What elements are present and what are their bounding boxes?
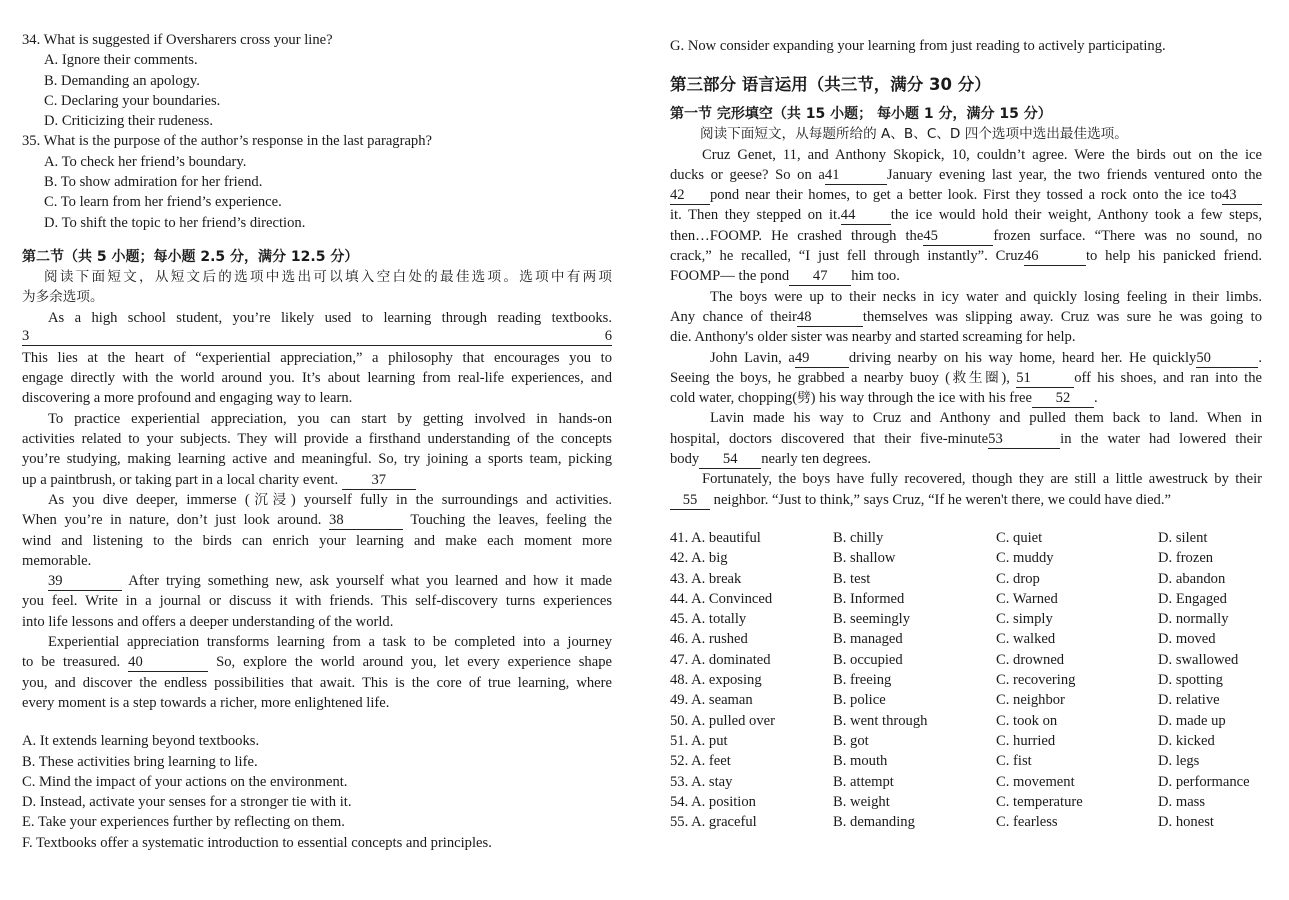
- option-row: [670, 731, 1262, 751]
- option-a: 41. A. beautiful: [670, 529, 761, 546]
- blank-52[interactable]: 52: [1032, 390, 1094, 408]
- option-c: C. neighbor: [996, 692, 1065, 709]
- option-a: 53. A. stay: [670, 773, 733, 790]
- option-b: B. seemingly: [833, 611, 911, 628]
- option-a: 43. A. break: [670, 570, 742, 587]
- blank-45[interactable]: 45: [923, 228, 993, 246]
- option-a: 46. A. rushed: [670, 631, 748, 648]
- option-a: 45. A. totally: [670, 611, 747, 628]
- choice-b: B. These activities bring learning to life.: [22, 753, 258, 770]
- q34-option-d: D. Criticizing their rudeness.: [44, 113, 214, 130]
- option-c: C. Warned: [996, 590, 1058, 607]
- option-a: 48. A. exposing: [670, 672, 762, 689]
- option-c: C. drowned: [996, 651, 1065, 668]
- passage-p4-line3: into life lessons and offers a deeper understanding of the world.: [22, 613, 394, 630]
- option-d: D. normally: [1158, 611, 1229, 628]
- section2-instructions: 阅读下面短文，从短文后的选项中选出可以填入空白处的最佳选项。选项中有两项: [44, 268, 612, 285]
- option-b: B. police: [833, 692, 886, 709]
- option-row: [670, 772, 1262, 792]
- option-c: C. quiet: [996, 529, 1043, 546]
- cloze-options: [670, 528, 1262, 832]
- blank-51[interactable]: 51: [1016, 370, 1074, 388]
- cloze-line-14: Lavin made his way to Cruz and Anthony and pulled them back to land. When in: [710, 410, 1262, 427]
- option-c: C. recovering: [996, 672, 1076, 689]
- passage-p1-line4: engage directly with the world around you. It’s about learning from real-life experiences, and: [22, 370, 612, 387]
- option-b: B. attempt: [833, 773, 894, 790]
- cloze-line-8: The boys were up to their necks in icy water and quickly losing feeling in their limbs.: [710, 288, 1262, 305]
- option-d: D. relative: [1158, 692, 1220, 709]
- blank-41[interactable]: 41: [825, 167, 887, 185]
- cloze-line-7: FOOMP— the pond 47 him too.: [670, 268, 900, 285]
- cloze-line-12: Seeing the boys, he grabbed a nearby buoy (救生圈), 51 off his shoes, and ran into the: [670, 369, 1262, 386]
- option-a: 55. A. graceful: [670, 814, 757, 831]
- section2-instructions-cont: 为多余选项。: [22, 289, 104, 306]
- blank-42[interactable]: 42: [670, 187, 710, 205]
- q35-option-c: C. To learn from her friend’s experience.: [44, 194, 282, 211]
- option-row: [670, 670, 1262, 690]
- option-b: B. demanding: [833, 814, 915, 831]
- option-row: [670, 589, 1262, 609]
- passage-p3-line3: wind and listening to the birds can enrich your learning and make each moment more: [22, 532, 612, 549]
- q35-stem: 35. What is the purpose of the author’s response in the last paragraph?: [22, 133, 433, 150]
- passage-p1-line5: discovering a more profound and engaging way to learn.: [22, 390, 353, 407]
- cloze-line-18: 55 neighbor. “Just to think,” says Cruz, “If he weren't there, we could have died.”: [670, 490, 1262, 510]
- cloze-line-9: Any chance of their48 themselves was slipping away. Cruz was sure he was going to: [670, 308, 1262, 325]
- blank-55[interactable]: 55: [670, 492, 710, 510]
- q35-option-b: B. To show admiration for her friend.: [44, 174, 263, 191]
- passage-p2-line2: activities related to your subjects. They will provide a firsthand understanding of the concepts: [22, 431, 612, 448]
- option-row: [670, 711, 1262, 731]
- option-b: B. test: [833, 570, 871, 587]
- choice-e: E. Take your experiences further by reflecting on them.: [22, 814, 345, 831]
- option-b: B. mouth: [833, 753, 888, 770]
- option-c: C. took on: [996, 712, 1058, 729]
- passage-p4: 39 After trying something new, ask yourself what you learned and how it made: [48, 573, 612, 590]
- option-c: C. temperature: [996, 793, 1083, 810]
- option-d: D. silent: [1158, 529, 1208, 546]
- option-d: D. spotting: [1158, 672, 1223, 689]
- option-d: D. made up: [1158, 712, 1226, 729]
- choice-g: G. Now consider expanding your learning from just reading to actively participating.: [670, 38, 1166, 54]
- option-c: C. drop: [996, 570, 1040, 587]
- option-b: B. shallow: [833, 550, 896, 567]
- passage-p3-line4: memorable.: [22, 552, 92, 569]
- part3-title: 第三部分 语言运用（共三节，满分 30 分）: [670, 75, 991, 95]
- option-b: B. got: [833, 732, 869, 749]
- option-a: 44. A. Convinced: [670, 590, 773, 607]
- option-a: 54. A. position: [670, 793, 756, 810]
- cloze-line-5: then…FOOMP. He crashed through the45 frozen surface. “There was no sound, no: [670, 227, 1262, 244]
- right-column: [670, 36, 1262, 832]
- option-c: C. fearless: [996, 814, 1058, 831]
- option-d: D. honest: [1158, 814, 1214, 831]
- choice-a: A. It extends learning beyond textbooks.: [22, 733, 260, 750]
- option-b: B. chilly: [833, 529, 884, 546]
- option-c: C. movement: [996, 773, 1075, 790]
- option-row: [670, 792, 1262, 812]
- passage-p5: Experiential appreciation transforms learning from a task to be completed into a journey: [48, 634, 612, 651]
- passage-p5-line3: you, and discover the endless possibilities that await. This is the core of true learning, where: [22, 674, 612, 691]
- option-d: D. swallowed: [1158, 651, 1239, 668]
- option-a: 42. A. big: [670, 550, 728, 567]
- option-row: [670, 751, 1262, 771]
- option-a: 51. A. put: [670, 732, 728, 749]
- blank-50[interactable]: 50: [1196, 350, 1258, 368]
- option-a: 50. A. pulled over: [670, 712, 775, 729]
- blank-40[interactable]: 40: [128, 654, 208, 672]
- section2-title: 第二节（共 5 小题；每小题 2.5 分，满分 12.5 分）: [22, 248, 359, 265]
- cloze-line-4: it. Then they stepped on it.44 the ice would hold their weight, Anthony took a few steps,: [670, 207, 1262, 224]
- cloze-line-16: body 54 nearly ten degrees.: [670, 451, 871, 468]
- cloze-line-10: die. Anthony's older sister was nearby and started screaming for help.: [670, 329, 1076, 346]
- option-b: B. occupied: [833, 651, 903, 668]
- q35-option-a: A. To check her friend’s boundary.: [44, 153, 247, 170]
- option-d: D. Engaged: [1158, 590, 1227, 607]
- cloze-line-17: Fortunately, the boys have fully recovered, though they are still a little awestruck by their: [702, 471, 1262, 488]
- passage-p2-line3: you’re studying, making learning active and meaningful. So, try joining a sports team, picking: [22, 451, 612, 468]
- blank-37[interactable]: 37: [342, 472, 416, 490]
- section1-instructions: 阅读下面短文，从每题所给的 A、B、C、D 四个选项中选出最佳选项。: [700, 126, 1128, 143]
- blank-39[interactable]: 39: [48, 573, 122, 591]
- option-b: B. weight: [833, 793, 890, 810]
- choice-f: F. Textbooks offer a systematic introduction to essential concepts and principles.: [22, 834, 492, 851]
- option-b: B. Informed: [833, 590, 905, 607]
- blank-46[interactable]: 46: [1024, 248, 1086, 266]
- option-row: [670, 548, 1262, 568]
- blank-47[interactable]: 47: [789, 268, 851, 286]
- option-d: D. kicked: [1158, 732, 1215, 749]
- blank-36: 3 6: [22, 327, 612, 344]
- blank-44[interactable]: 44: [841, 207, 891, 225]
- cloze-line-13: cold water, chopping(劈) his way through the ice with his free 52 .: [670, 390, 1098, 407]
- passage-p2-line4: up a paintbrush, or taking part in a local charity event. 37: [22, 470, 612, 490]
- q34-option-a: A. Ignore their comments.: [44, 52, 198, 69]
- option-d: D. mass: [1158, 793, 1206, 810]
- blank-54[interactable]: 54: [699, 451, 761, 469]
- option-row: [670, 629, 1262, 649]
- option-row: [670, 609, 1262, 629]
- passage-p5-line4: every moment is a step towards a richer, more enlightened life.: [22, 694, 390, 711]
- blank-43[interactable]: 43: [1222, 187, 1262, 205]
- cloze-line-1: Cruz Genet, 11, and Anthony Skopick, 10, couldn’t agree. Were the birds out on the ice: [702, 146, 1262, 163]
- option-row: [670, 650, 1262, 670]
- section1-title: 第一节 完形填空（共 15 小题； 每小题 1 分，满分 15 分）: [670, 106, 1052, 123]
- option-d: D. frozen: [1158, 550, 1214, 567]
- passage-p3: As you dive deeper, immerse (沉浸) yourself fully in the surroundings and activities.: [48, 491, 613, 508]
- cloze-line-3: 42 pond near their homes, to get a better look. First they tossed a rock onto the ice to43: [670, 185, 1262, 205]
- passage-p1: As a high school student, you’re likely used to learning through reading textbooks.: [48, 309, 612, 326]
- option-a: 47. A. dominated: [670, 651, 771, 668]
- option-b: B. freeing: [833, 672, 892, 689]
- blank-38[interactable]: 38: [329, 512, 403, 530]
- option-c: C. hurried: [996, 732, 1056, 749]
- option-row: [670, 569, 1262, 589]
- option-c: C. fist: [996, 753, 1032, 770]
- q35-option-d: D. To shift the topic to her friend’s direction.: [44, 214, 306, 231]
- q34-stem: 34. What is suggested if Oversharers cross your line?: [22, 32, 333, 48]
- blank-49[interactable]: 49: [795, 350, 849, 368]
- option-d: D. performance: [1158, 773, 1250, 790]
- option-b: B. managed: [833, 631, 903, 648]
- passage-p3-line2: When you’re in nature, don’t just look around. 38 Touching the leaves, feeling the: [22, 512, 613, 529]
- option-d: D. legs: [1158, 753, 1200, 770]
- option-row: [670, 690, 1262, 710]
- q34-option-c: C. Declaring your boundaries.: [44, 92, 221, 109]
- option-c: C. walked: [996, 631, 1056, 648]
- option-row: [670, 812, 1262, 832]
- passage-p2: To practice experiential appreciation, you can start by getting involved in hands-on: [48, 410, 612, 427]
- option-a: 49. A. seaman: [670, 692, 753, 709]
- cloze-line-6: crack,” he recalled, “I just fell through instantly”. Cruz46 to help his panicked friend.: [670, 248, 1262, 265]
- option-d: D. abandon: [1158, 570, 1226, 587]
- left-column: [22, 30, 612, 853]
- option-c: C. muddy: [996, 550, 1054, 567]
- option-a: 52. A. feet: [670, 753, 731, 770]
- option-b: B. went through: [833, 712, 928, 729]
- passage-p5-line2: to be treasured. 40 So, explore the world around you, let every experience shape: [22, 654, 612, 671]
- blank-48[interactable]: 48: [797, 309, 863, 327]
- q34-option-b: B. Demanding an apology.: [44, 72, 200, 89]
- cloze-line-15: hospital, doctors discovered that their five-minute53 in the water had lowered their: [670, 430, 1262, 447]
- passage-p1-line3: This lies at the heart of “experiential appreciation,” a philosophy that encourages you to: [22, 349, 612, 366]
- option-c: C. simply: [996, 611, 1053, 628]
- choice-d: D. Instead, activate your senses for a stronger tie with it.: [22, 794, 352, 811]
- blank-53[interactable]: 53: [988, 431, 1060, 449]
- cloze-line-2: ducks or geese? So on a41 January evening last year, the two friends ventured onto the: [670, 166, 1262, 183]
- option-d: D. moved: [1158, 631, 1216, 648]
- choice-c: C. Mind the impact of your actions on the environment.: [22, 773, 348, 790]
- option-row: [670, 528, 1262, 548]
- cloze-line-11: John Lavin, a49 driving nearby on his way home, heard her. He quickly50 .: [710, 349, 1262, 366]
- passage-p4-line2: you feel. Write in a journal or discuss it with friends. This self-discovery turns experiences: [22, 593, 612, 610]
